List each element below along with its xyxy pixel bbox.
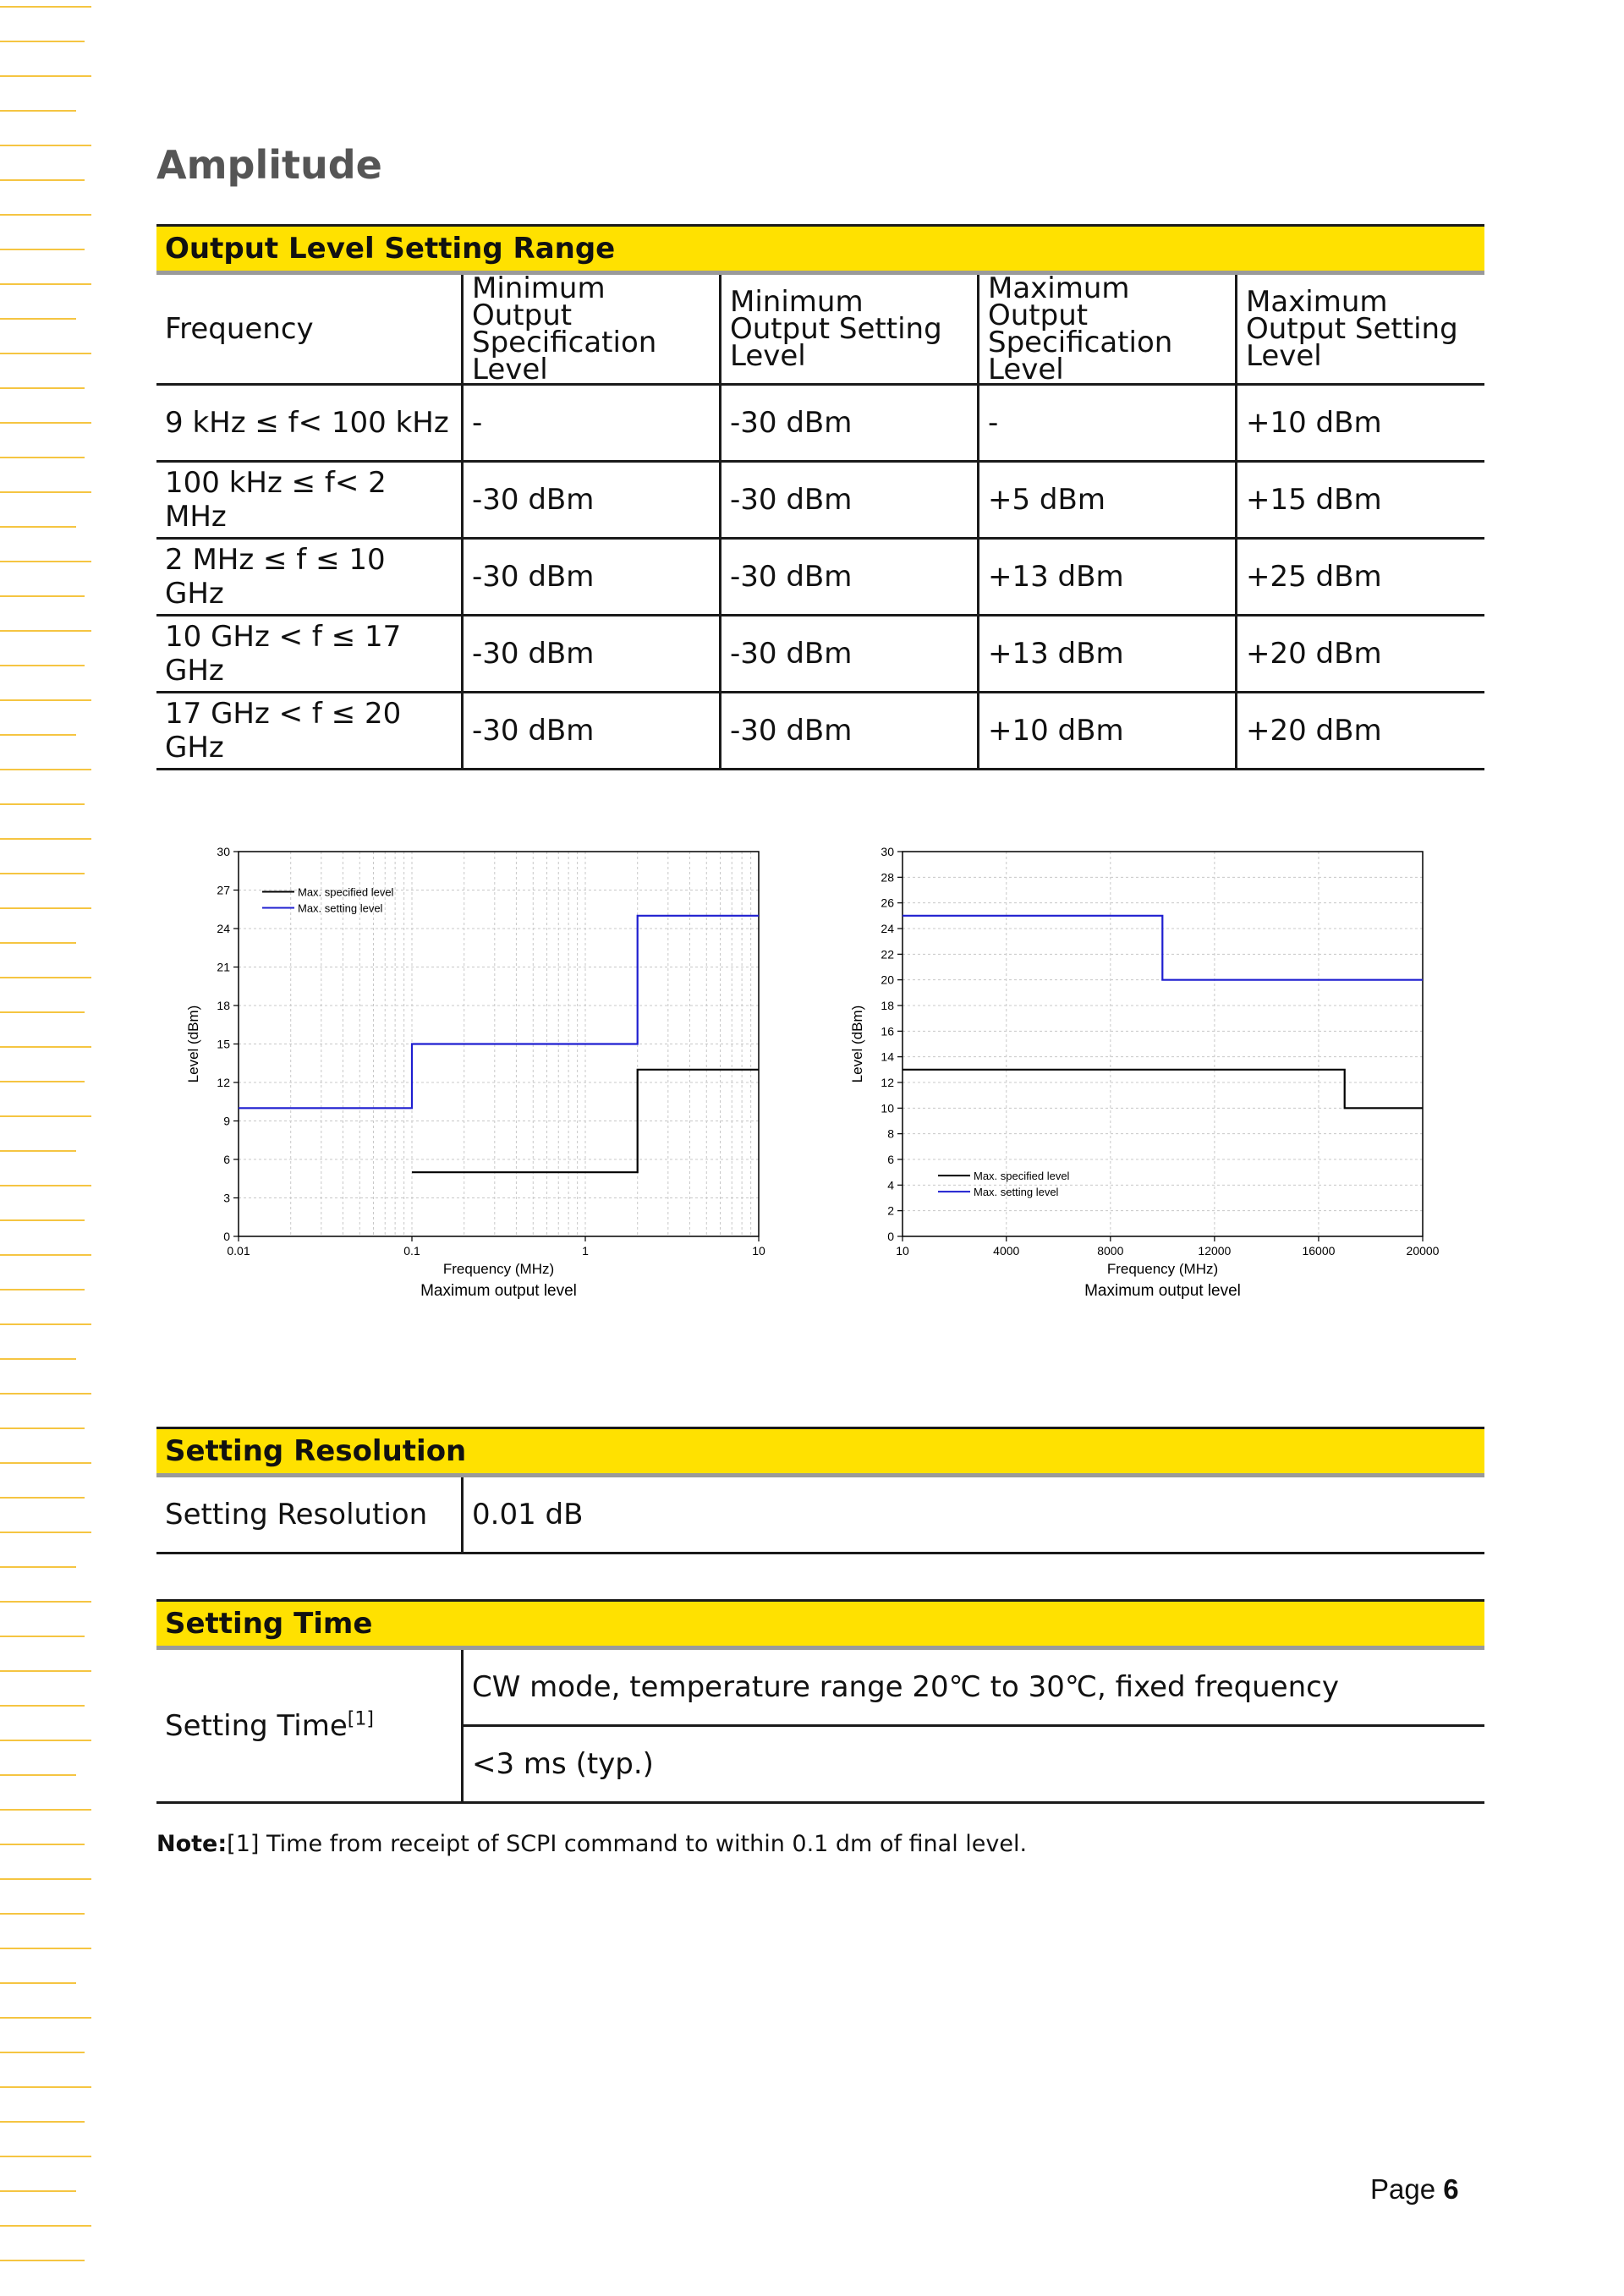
margin-lines: [0, 0, 97, 2296]
setting-time-table: [156, 1599, 1484, 1804]
series-line-max-specified: [903, 1070, 1423, 1109]
header-max-setting: Maximum Output Setting Level: [1237, 273, 1485, 385]
chart-title: Maximum output level: [1084, 1282, 1241, 1300]
page-number-value: 6: [1443, 2173, 1459, 2205]
table-row: [156, 1648, 1484, 1726]
x-tick-label: 4000: [993, 1244, 1020, 1258]
y-axis-label: Level (dBm): [185, 1005, 201, 1083]
y-tick-label: 18: [217, 999, 230, 1012]
table-row: [156, 693, 1484, 770]
cell-max-spec: -: [979, 385, 1237, 462]
cell-min-spec: -30 dBm: [463, 539, 721, 616]
chart-max-output-linear: [833, 833, 1476, 1323]
legend-label: Max. specified level: [298, 885, 394, 899]
legend-label: Max. setting level: [298, 901, 383, 915]
setting-time-value: <3 ms (typ.): [463, 1726, 1485, 1803]
page-title: Amplitude: [156, 142, 382, 188]
y-tick-label: 21: [217, 960, 230, 974]
header-frequency: Frequency: [156, 273, 463, 385]
page-label: Page: [1370, 2173, 1436, 2205]
table-row: [156, 462, 1484, 539]
x-tick-label: 1: [582, 1244, 589, 1258]
setting-resolution-title: Setting Resolution: [156, 1428, 1484, 1476]
resolution-label: Setting Resolution: [156, 1476, 463, 1553]
table-header-row: [156, 273, 1484, 385]
cell-max-spec: +10 dBm: [979, 693, 1237, 770]
table-row: [156, 616, 1484, 693]
x-tick-label: 0.1: [403, 1244, 420, 1258]
x-tick-label: 20000: [1406, 1244, 1440, 1258]
table-row: [156, 539, 1484, 616]
setting-time-label-text: Setting Time: [165, 1708, 348, 1743]
series-line-max-setting: [239, 916, 759, 1109]
y-tick-label: 28: [881, 870, 894, 885]
y-tick-label: 0: [223, 1230, 230, 1243]
y-tick-label: 30: [881, 845, 894, 858]
y-tick-label: 0: [887, 1230, 894, 1243]
y-tick-label: 16: [881, 1024, 894, 1038]
cell-min-setting: -30 dBm: [721, 539, 979, 616]
cell-frequency: 2 MHz ≤ f ≤ 10 GHz: [156, 539, 463, 616]
page-number: [1370, 2173, 1459, 2206]
cell-max-spec: +13 dBm: [979, 539, 1237, 616]
y-tick-label: 4: [887, 1178, 894, 1192]
cell-frequency: 100 kHz ≤ f< 2 MHz: [156, 462, 463, 539]
output-level-table: [156, 224, 1484, 770]
legend-label: Max. specified level: [974, 1170, 1070, 1183]
cell-max-setting: +15 dBm: [1237, 462, 1485, 539]
cell-frequency: 9 kHz ≤ f< 100 kHz: [156, 385, 463, 462]
note-text: [1] Time from receipt of SCPI command to within 0.1 dm of final level.: [227, 1831, 1028, 1857]
cell-frequency: 17 GHz < f ≤ 20 GHz: [156, 693, 463, 770]
x-tick-label: 10: [896, 1244, 909, 1258]
cell-max-setting: +20 dBm: [1237, 693, 1485, 770]
x-tick-label: 10: [752, 1244, 765, 1258]
setting-time-condition: CW mode, temperature range 20℃ to 30℃, fixed frequency: [463, 1648, 1485, 1726]
footnote-ref: [1]: [347, 1708, 374, 1730]
series-line-max-setting: [903, 916, 1423, 980]
x-tick-label: 0.01: [227, 1244, 250, 1258]
y-tick-label: 8: [887, 1126, 894, 1141]
chart-title: Maximum output level: [420, 1282, 577, 1300]
y-tick-label: 6: [887, 1153, 894, 1166]
x-axis-label: Frequency (MHz): [442, 1261, 555, 1277]
cell-min-setting: -30 dBm: [721, 462, 979, 539]
setting-resolution-table: [156, 1427, 1484, 1554]
note-label: Note:: [156, 1831, 228, 1857]
y-tick-label: 3: [223, 1191, 230, 1205]
resolution-value: 0.01 dB: [463, 1476, 1485, 1553]
y-tick-label: 9: [223, 1114, 230, 1128]
y-tick-label: 20: [881, 973, 894, 987]
y-tick-label: 26: [881, 896, 894, 910]
cell-min-spec: -30 dBm: [463, 462, 721, 539]
cell-max-setting: +25 dBm: [1237, 539, 1485, 616]
y-tick-label: 30: [217, 845, 230, 858]
footnote: [156, 1831, 1027, 1857]
cell-max-spec: +5 dBm: [979, 462, 1237, 539]
x-tick-label: 8000: [1097, 1244, 1124, 1258]
y-axis-label: Level (dBm): [849, 1005, 865, 1083]
y-tick-label: 24: [881, 922, 894, 935]
header-min-setting: Minimum Output Setting Level: [721, 273, 979, 385]
cell-min-spec: -: [463, 385, 721, 462]
y-tick-label: 12: [881, 1076, 894, 1089]
y-tick-label: 2: [887, 1203, 894, 1218]
cell-min-setting: -30 dBm: [721, 693, 979, 770]
y-tick-label: 15: [217, 1037, 230, 1051]
table-row: [156, 1476, 1484, 1553]
y-tick-label: 27: [217, 883, 230, 897]
cell-min-setting: -30 dBm: [721, 385, 979, 462]
y-tick-label: 6: [223, 1153, 230, 1166]
y-tick-label: 12: [217, 1076, 230, 1089]
setting-time-title: Setting Time: [156, 1601, 1484, 1648]
y-tick-label: 10: [881, 1101, 894, 1115]
cell-max-setting: +10 dBm: [1237, 385, 1485, 462]
y-tick-label: 18: [881, 999, 894, 1012]
cell-min-spec: -30 dBm: [463, 616, 721, 693]
chart-max-output-log: [169, 833, 812, 1323]
cell-frequency: 10 GHz < f ≤ 17 GHz: [156, 616, 463, 693]
cell-max-spec: +13 dBm: [979, 616, 1237, 693]
output-level-table-title: Output Level Setting Range: [156, 226, 1484, 273]
table-row: [156, 385, 1484, 462]
y-tick-label: 24: [217, 922, 230, 935]
cell-min-setting: -30 dBm: [721, 616, 979, 693]
legend-label: Max. setting level: [974, 1186, 1059, 1199]
x-tick-label: 12000: [1198, 1244, 1232, 1258]
cell-min-spec: -30 dBm: [463, 693, 721, 770]
x-tick-label: 16000: [1302, 1244, 1336, 1258]
x-axis-label: Frequency (MHz): [1106, 1261, 1219, 1277]
y-tick-label: 22: [881, 947, 894, 962]
header-max-spec: Maximum Output Specification Level: [979, 273, 1237, 385]
y-tick-label: 14: [881, 1049, 894, 1064]
header-min-spec: Minimum Output Specification Level: [463, 273, 721, 385]
cell-max-setting: +20 dBm: [1237, 616, 1485, 693]
setting-time-label: [156, 1648, 463, 1803]
